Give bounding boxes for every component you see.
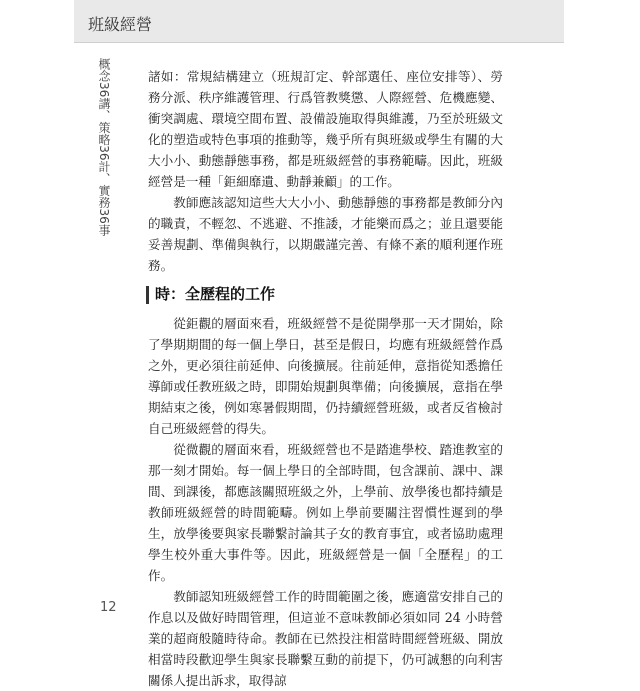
body-paragraph: 教師認知班級經營工作的時間範圍之後，應適當安排自己的作息以及做好時間管理，但這並不意味教師必須如同 24 小時營業的超商般隨時待命。教師在已然投注相當時間經營班級、開放相當時段歡迎學生與家長聯繫互動的前提下，仍可誠懇的向利害關係人提出訴求，取得諒 <box>148 589 503 688</box>
running-header-title: 班級經營 <box>88 15 153 34</box>
body-paragraph: 從微觀的層面來看，班級經營也不是踏進學校、踏進教室的那一刻才開始。每一個上學日的全部時間，包含課前、課中、課間、到課後，都應該關照班級之外，上學前、放學後也都持續是教師班級經營的時間範疇。例如上學前要關注習慣性遲到的學生，放學後要與家長聯繫討論其子女的教育事宜，或者協助處理學生校外重大事件等。因此，班級經營是一個「全歷程」的工作。 <box>148 442 503 583</box>
body-paragraph: 從鉅觀的層面來看，班級經營不是從開學那一天才開始，除了學期期間的每一個上學日，甚至是假日，均應有班級經營作爲之外，更必須往前延伸、向後擴展。往前延伸，意指從知悉擔任導師或任教班級之時，即開始規劃與準備；向後擴展，意指在學期結束之後，例如寒暑假期間，仍持續經營班級，或者反省檢討自己班級經營的得失。 <box>148 316 503 436</box>
body-paragraph: 諸如：常規結構建立（班規訂定、幹部選任、座位安排等）、勞務分派、秩序維護管理、行爲管教獎懲、人際經營、危機應變、衝突調處、環境空間布置、設備設施取得與維護，乃至於班級文化的塑造或特色事項的推動等，幾乎所有與班級或學生有關的大大小小、動態靜態事務，都是班級經營的事務範疇。因此，班級經營是一種「鉅細靡遺、動靜兼顧」的工作。 <box>148 69 503 189</box>
section-heading-text: 時：全歷程的工作 <box>155 285 276 303</box>
page-number: 12 <box>100 600 117 615</box>
heading-bar-icon <box>146 286 149 304</box>
page-body <box>148 66 503 691</box>
side-book-title: 概念36講、策略36計、實務36事 <box>97 58 111 236</box>
section-heading <box>146 284 503 305</box>
running-header <box>74 0 564 43</box>
body-paragraph: 教師應該認知這些大大小小、動態靜態的事務都是教師分內的職責，不輕忽、不逃避、不推諉，才能樂而爲之；並且還要能妥善規劃、準備與執行，以期嚴謹完善、有條不紊的順利運作班務。 <box>148 195 503 273</box>
